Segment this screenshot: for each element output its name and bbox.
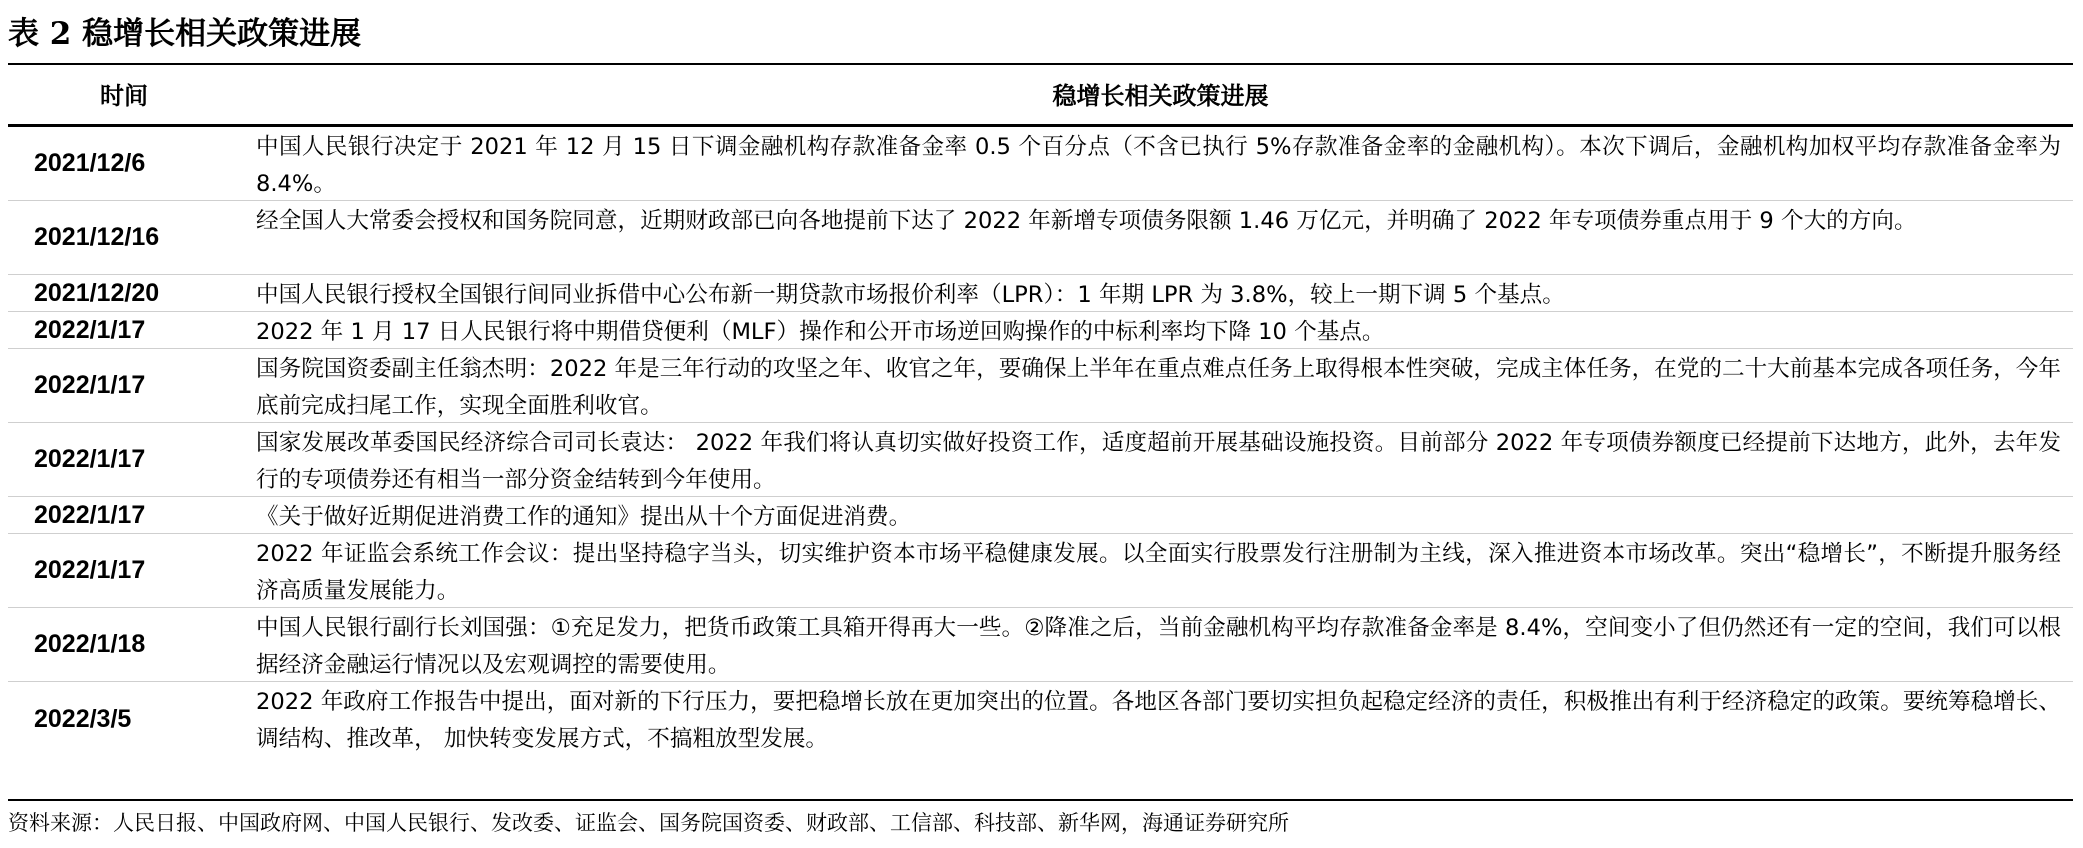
header-time: 时间 [100, 81, 148, 110]
row-date: 2022/3/5 [34, 704, 132, 733]
table-row [8, 534, 2073, 608]
row-date: 2021/12/20 [34, 278, 160, 307]
row-date: 2021/12/6 [34, 149, 146, 177]
row-date: 2022/1/18 [34, 630, 146, 658]
table-row [8, 201, 2073, 275]
header-content: 稳增长相关政策进展 [1052, 81, 1269, 110]
table-row [8, 682, 2073, 756]
table-body [8, 127, 2073, 756]
table-title: 表 2 稳增长相关政策进展 [8, 16, 362, 52]
row-content: 经全国人大常委会授权和国务院同意，近期财政部已向各地提前下达了 2022 年新增专项债务限额 1.46 万亿元，并明确了 2022 年专项债券重点用于 9 个大的方向。 [256, 208, 1917, 234]
row-content: 2022 年政府工作报告中提出，面对新的下行压力，要把稳增长放在更加突出的位置。各地区各部门要切实担负起稳定经济的责任，积极推出有利于经济稳定的政策。要统筹稳增长、调结构、推改革， 加快转变发展方式，不搞粗放型发展。 [256, 689, 2061, 752]
table-header [8, 70, 2073, 122]
row-content: 中国人民银行授权全国银行间同业拆借中心公布新一期贷款市场报价利率（LPR）：1 年期 LPR 为 3.8%，较上一期下调 5 个基点。 [256, 282, 1565, 308]
row-content: 2022 年证监会系统工作会议：提出坚持稳字当头，切实维护资本市场平稳健康发展。以全面实行股票发行注册制为主线，深入推进资本市场改革。突出“稳增长”，不断提升服务经济高质量发展能力。 [256, 541, 2061, 604]
source-note: 资料来源：人民日报、中国政府网、中国人民银行、发改委、证监会、国务院国资委、财政部、工信部、科技部、新华网，海通证券研究所 [8, 811, 1289, 835]
row-date: 2022/1/17 [34, 315, 146, 344]
table-row [8, 608, 2073, 682]
row-content: 中国人民银行副行长刘国强：①充足发力，把货币政策工具箱开得再大一些。②降准之后，当前金融机构平均存款准备金率是 8.4%，空间变小了但仍然还有一定的空间，我们可以根据经济金融运行情况以及宏观调控的需要使用。 [256, 615, 2061, 678]
table-row [8, 127, 2073, 201]
row-content: 中国人民银行决定于 2021 年 12 月 15 日下调金融机构存款准备金率 0.5 个百分点（不含已执行 5%存款准备金率的金融机构）。本次下调后，金融机构加权平均存款准备金率为 8.4%。 [256, 134, 2061, 197]
row-content: 国务院国资委副主任翁杰明：2022 年是三年行动的攻坚之年、收官之年，要确保上半年在重点难点任务上取得根本性突破，完成主体任务，在党的二十大前基本完成各项任务，今年底前完成扫尾工作，实现全面胜利收官。 [256, 356, 2061, 419]
row-content: 2022 年 1 月 17 日人民银行将中期借贷便利（MLF）操作和公开市场逆回购操作的中标利率均下降 10 个基点。 [256, 319, 1385, 345]
row-date: 2021/12/16 [34, 223, 160, 251]
table-row [8, 312, 2073, 349]
table-row [8, 275, 2073, 312]
row-content: 《关于做好近期促进消费工作的通知》提出从十个方面促进消费。 [256, 504, 912, 530]
row-date: 2022/1/17 [34, 371, 146, 399]
row-date: 2022/1/17 [34, 556, 146, 584]
row-date: 2022/1/17 [34, 445, 146, 473]
table-row [8, 349, 2073, 423]
table-row [8, 497, 2073, 534]
title-rule [8, 63, 2073, 65]
row-content: 国家发展改革委国民经济综合司司长袁达： 2022 年我们将认真切实做好投资工作，适度超前开展基础设施投资。目前部分 2022 年专项债券额度已经提前下达地方，此外，去年发行的专项债券还有相当一部分资金结转到今年使用。 [256, 430, 2061, 493]
row-date: 2022/1/17 [34, 500, 146, 529]
table-row [8, 423, 2073, 497]
footer-rule [8, 799, 2073, 801]
